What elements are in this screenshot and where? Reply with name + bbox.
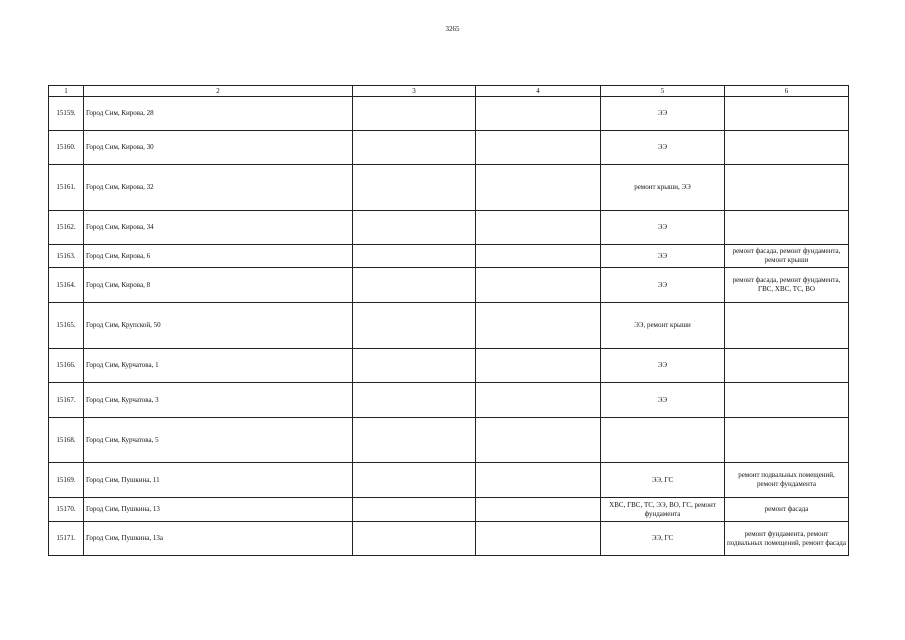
row-extra-works [725, 97, 849, 131]
row-number: 15165. [49, 303, 84, 349]
row-col-3 [353, 245, 476, 268]
row-col-4 [476, 463, 601, 498]
row-works: ЭЭ, ГС [601, 463, 725, 498]
row-extra-works [725, 165, 849, 211]
row-works: ЭЭ [601, 268, 725, 303]
row-address: Город Сим, Кирова, 32 [84, 165, 353, 211]
page-number: 3265 [445, 25, 460, 33]
table-row [49, 418, 849, 463]
row-col-3 [353, 97, 476, 131]
row-col-3 [353, 522, 476, 556]
row-extra-works [725, 349, 849, 383]
header-col-4: 4 [476, 86, 601, 97]
row-col-3 [353, 303, 476, 349]
row-address: Город Сим, Кирова, 34 [84, 211, 353, 245]
row-number: 15162. [49, 211, 84, 245]
row-address: Город Сим, Курчатова, 1 [84, 349, 353, 383]
row-works: ЭЭ [601, 97, 725, 131]
row-col-4 [476, 211, 601, 245]
row-works: ЭЭ [601, 349, 725, 383]
row-col-4 [476, 498, 601, 522]
table-row [49, 463, 849, 498]
table-row [49, 383, 849, 418]
row-extra-works: ремонт фасада, ремонт фундамента, ремонт крыши [725, 245, 849, 268]
table-row [49, 522, 849, 556]
row-works: ЭЭ [601, 211, 725, 245]
row-extra-works [725, 131, 849, 165]
row-address: Город Сим, Курчатова, 3 [84, 383, 353, 418]
row-col-3 [353, 383, 476, 418]
header-col-1: 1 [49, 86, 84, 97]
row-col-3 [353, 463, 476, 498]
row-extra-works: ремонт фундамента, ремонт подвальных помещений, ремонт фасада [725, 522, 849, 556]
header-col-3: 3 [353, 86, 476, 97]
header-row [49, 86, 849, 97]
header-col-2: 2 [84, 86, 353, 97]
table-row [49, 268, 849, 303]
header-col-6: 6 [725, 86, 849, 97]
row-number: 15164. [49, 268, 84, 303]
row-extra-works [725, 303, 849, 349]
row-number: 15169. [49, 463, 84, 498]
row-col-4 [476, 522, 601, 556]
table-row [49, 245, 849, 268]
row-works: ремонт крыши, ЭЭ [601, 165, 725, 211]
row-col-4 [476, 383, 601, 418]
header-col-5: 5 [601, 86, 725, 97]
row-col-4 [476, 97, 601, 131]
row-col-4 [476, 349, 601, 383]
table-row [49, 498, 849, 522]
row-address: Город Сим, Кирова, 8 [84, 268, 353, 303]
row-works [601, 418, 725, 463]
row-col-3 [353, 498, 476, 522]
row-works: ЭЭ [601, 383, 725, 418]
row-col-4 [476, 303, 601, 349]
row-col-4 [476, 131, 601, 165]
row-address: Город Сим, Курчатова, 5 [84, 418, 353, 463]
row-col-4 [476, 165, 601, 211]
row-extra-works: ремонт подвальных помещений, ремонт фундамента [725, 463, 849, 498]
row-address: Город Сим, Пушкина, 11 [84, 463, 353, 498]
row-col-3 [353, 349, 476, 383]
row-works: ЭЭ, ремонт крыши [601, 303, 725, 349]
row-number: 15159. [49, 97, 84, 131]
table-row [49, 97, 849, 131]
row-extra-works [725, 211, 849, 245]
register-table [48, 85, 849, 556]
row-works: ХВС, ГВС, ТС, ЭЭ, ВО, ГС, ремонт фундамента [601, 498, 725, 522]
row-number: 15170. [49, 498, 84, 522]
row-address: Город Сим, Кирова, 28 [84, 97, 353, 131]
table-row [49, 349, 849, 383]
table-row [49, 131, 849, 165]
row-number: 15166. [49, 349, 84, 383]
row-col-4 [476, 268, 601, 303]
row-col-3 [353, 165, 476, 211]
row-number: 15171. [49, 522, 84, 556]
row-number: 15163. [49, 245, 84, 268]
row-address: Город Сим, Пушкина, 13а [84, 522, 353, 556]
row-extra-works [725, 383, 849, 418]
row-number: 15161. [49, 165, 84, 211]
row-address: Город Сим, Кирова, 30 [84, 131, 353, 165]
row-number: 15167. [49, 383, 84, 418]
row-works: ЭЭ [601, 131, 725, 165]
row-col-3 [353, 211, 476, 245]
row-address: Город Сим, Пушкина, 13 [84, 498, 353, 522]
row-address: Город Сим, Кирова, 6 [84, 245, 353, 268]
table-row [49, 303, 849, 349]
row-col-4 [476, 418, 601, 463]
row-extra-works: ремонт фасада, ремонт фундамента, ГВС, ХВС, ТС, ВО [725, 268, 849, 303]
row-number: 15168. [49, 418, 84, 463]
table-row [49, 165, 849, 211]
row-col-4 [476, 245, 601, 268]
row-col-3 [353, 418, 476, 463]
row-extra-works: ремонт фасада [725, 498, 849, 522]
row-works: ЭЭ [601, 245, 725, 268]
row-extra-works [725, 418, 849, 463]
row-works: ЭЭ, ГС [601, 522, 725, 556]
table-row [49, 211, 849, 245]
row-col-3 [353, 131, 476, 165]
row-number: 15160. [49, 131, 84, 165]
row-address: Город Сим, Крупской, 50 [84, 303, 353, 349]
row-col-3 [353, 268, 476, 303]
